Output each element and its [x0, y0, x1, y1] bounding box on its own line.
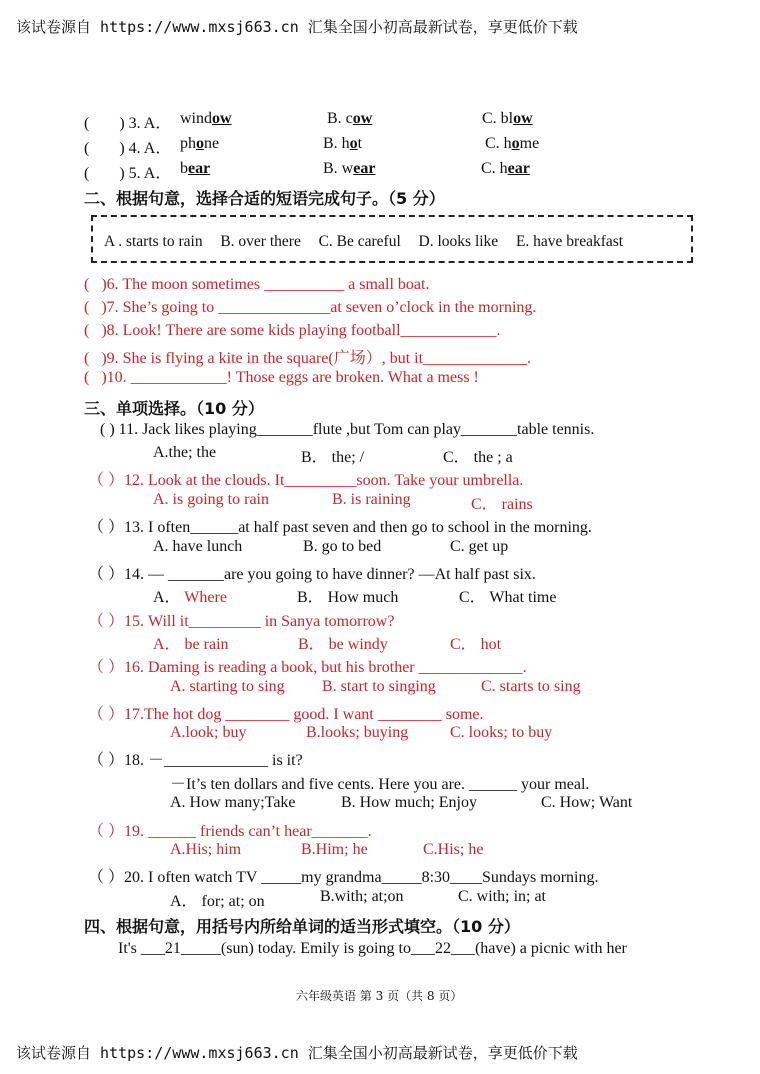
- bottom-banner: [16, 1042, 578, 1063]
- q13-option-b: B. go to bed: [303, 538, 382, 555]
- answer-paren-close: ): [119, 140, 125, 157]
- q19-option-c: C.His; he: [423, 841, 484, 858]
- question-16: （ ）16. Daming is reading a book, but his brother _____________.: [88, 659, 527, 676]
- answer-paren-open[interactable]: (: [84, 165, 90, 182]
- phonics-row-5: [84, 160, 171, 183]
- q15-option-b: B． be windy: [298, 636, 388, 653]
- question-7: ( )7. She’s going to ______________at seven o’clock in the morning.: [84, 299, 537, 316]
- phonics-option-b: B. hot: [323, 135, 363, 152]
- q20-option-b: B.with; at;on: [320, 888, 404, 905]
- phonics-option-c: C. home: [485, 135, 540, 152]
- answer-paren-open[interactable]: (: [84, 140, 90, 157]
- banner-source-label: 该试卷源自: [16, 18, 92, 36]
- q17-option-c: C. looks; to buy: [450, 724, 553, 741]
- question-15: （ ）15. Will it_________ in Sanya tomorrow?: [88, 613, 395, 630]
- q11-option-a: A.the; the: [153, 444, 217, 461]
- q18-option-c: C. How; Want: [541, 794, 633, 811]
- phonics-option-b: B. cow: [327, 110, 373, 127]
- q17-option-b: B.looks; buying: [306, 724, 409, 741]
- phrase-option-a: A . starts to rain: [104, 233, 203, 250]
- question-17: （ ）17.The hot dog ________ good. I want ________ some.: [88, 706, 484, 723]
- question-12: （ ）12. Look at the clouds. It_________soon. Take your umbrella.: [88, 472, 524, 489]
- phrase-options: [104, 233, 623, 251]
- top-banner: [16, 16, 578, 37]
- q12-option-b: B. is raining: [332, 491, 411, 508]
- question-10: ( )10. ____________! Those eggs are broken. What a mess !: [84, 369, 479, 386]
- q18-dialog-line: －It’s ten dollars and five cents. Here you are. ______ your meal.: [170, 776, 590, 793]
- question-number: 4. A．: [128, 140, 172, 157]
- question-20: （ ）20. I often watch TV _____my grandma_____8:30____Sundays morning.: [88, 869, 599, 886]
- answer-paren-close: ): [119, 165, 125, 182]
- q14-option-b: B． How much: [297, 589, 399, 606]
- q15-option-a: A． be rain: [153, 636, 229, 653]
- q11-option-b: B． the; /: [301, 449, 365, 466]
- q13-option-c: C. get up: [450, 538, 509, 555]
- phonics-option-b: B. wear: [323, 160, 376, 177]
- phonics-option-a: window: [180, 110, 232, 127]
- q11-option-c: C． the ; a: [443, 449, 513, 466]
- phonics-row-4: [84, 135, 171, 158]
- q14-option-c: C． What time: [459, 589, 557, 606]
- question-number: 5. A．: [128, 165, 172, 182]
- q14-option-a: A． Where: [153, 589, 227, 606]
- answer-paren[interactable]: (: [84, 322, 90, 339]
- q17-option-a: A.look; buy: [170, 724, 247, 741]
- answer-paren-close: ): [119, 115, 125, 132]
- section-3-heading: 三、单项选择。（10 分）: [84, 399, 264, 418]
- question-9: ( )9. She is flying a kite in the square(广场）, but it_____________.: [84, 350, 532, 367]
- answer-paren[interactable]: (: [84, 350, 90, 367]
- section-4-heading: 四、根据句意，用括号内所给单词的适当形式填空。（10 分）: [84, 917, 520, 936]
- banner-slogan: 汇集全国小初高最新试卷，享更低价下载: [307, 18, 578, 36]
- q15-option-c: C． hot: [450, 636, 502, 653]
- q16-option-b: B. start to singing: [322, 678, 436, 695]
- question-11: ( ) 11. Jack likes playing_______flute ,but Tom can play_______table tennis.: [100, 421, 595, 438]
- q20-option-a: A． for; at; on: [170, 893, 265, 910]
- q13-option-a: A. have lunch: [153, 538, 243, 555]
- q18-option-b: B. How much; Enjoy: [341, 794, 477, 811]
- banner-url[interactable]: https://www.mxsj663.cn: [100, 18, 299, 36]
- question-13: （ ）13. I often______at half past seven and then go to school in the morning.: [88, 519, 592, 536]
- answer-paren[interactable]: (: [84, 299, 90, 316]
- banner-source-label: 该试卷源自: [16, 1044, 92, 1062]
- phonics-option-c: C. hear: [481, 160, 530, 177]
- q16-option-c: C. starts to sing: [481, 678, 581, 695]
- question-18: （ ）18. －_____________ is it?: [88, 752, 303, 769]
- q19-option-a: A.His; him: [170, 841, 242, 858]
- q16-option-a: A. starting to sing: [170, 678, 285, 695]
- phrase-option-b: B. over there: [220, 233, 301, 250]
- phrase-option-c: C. Be careful: [318, 233, 401, 250]
- phonics-option-a: phone: [180, 135, 220, 152]
- banner-slogan: 汇集全国小初高最新试卷，享更低价下载: [307, 1044, 578, 1062]
- answer-paren-open[interactable]: (: [84, 115, 90, 132]
- section-4-passage-line: It's ___21_____(sun) today. Emily is going to___22___(have) a picnic with her: [118, 940, 627, 957]
- phonics-row-3: [84, 110, 171, 133]
- phrase-option-d: D. looks like: [418, 233, 499, 250]
- q12-option-a: A. is going to rain: [153, 491, 269, 508]
- q19-option-b: B.Him; he: [301, 841, 368, 858]
- question-14: （ ）14. — _______are you going to have dinner? —At half past six.: [88, 566, 536, 583]
- question-19: （ ）19. ______ friends can’t hear_______.: [88, 823, 372, 840]
- question-6: ( )6. The moon sometimes __________ a small boat.: [84, 276, 430, 293]
- question-8: ( )8. Look! There are some kids playing football____________.: [84, 322, 501, 339]
- q12-option-c: C． rains: [471, 496, 533, 513]
- banner-url[interactable]: https://www.mxsj663.cn: [100, 1044, 299, 1062]
- q18-option-a: A. How many;Take: [170, 794, 296, 811]
- phonics-option-a: bear: [180, 160, 211, 177]
- q20-option-c: C. with; in; at: [458, 888, 546, 905]
- answer-paren[interactable]: (: [84, 369, 90, 386]
- phonics-option-c: C. blow: [482, 110, 533, 127]
- section-2-heading: 二、根据句意，选择合适的短语完成句子。（5 分）: [84, 189, 445, 208]
- question-number: 3. A．: [128, 115, 172, 132]
- answer-paren[interactable]: (: [84, 276, 90, 293]
- phrase-option-e: E. have breakfast: [515, 233, 624, 250]
- page-footer: 六年级英语 第 3 页（共 8 页）: [296, 989, 463, 1003]
